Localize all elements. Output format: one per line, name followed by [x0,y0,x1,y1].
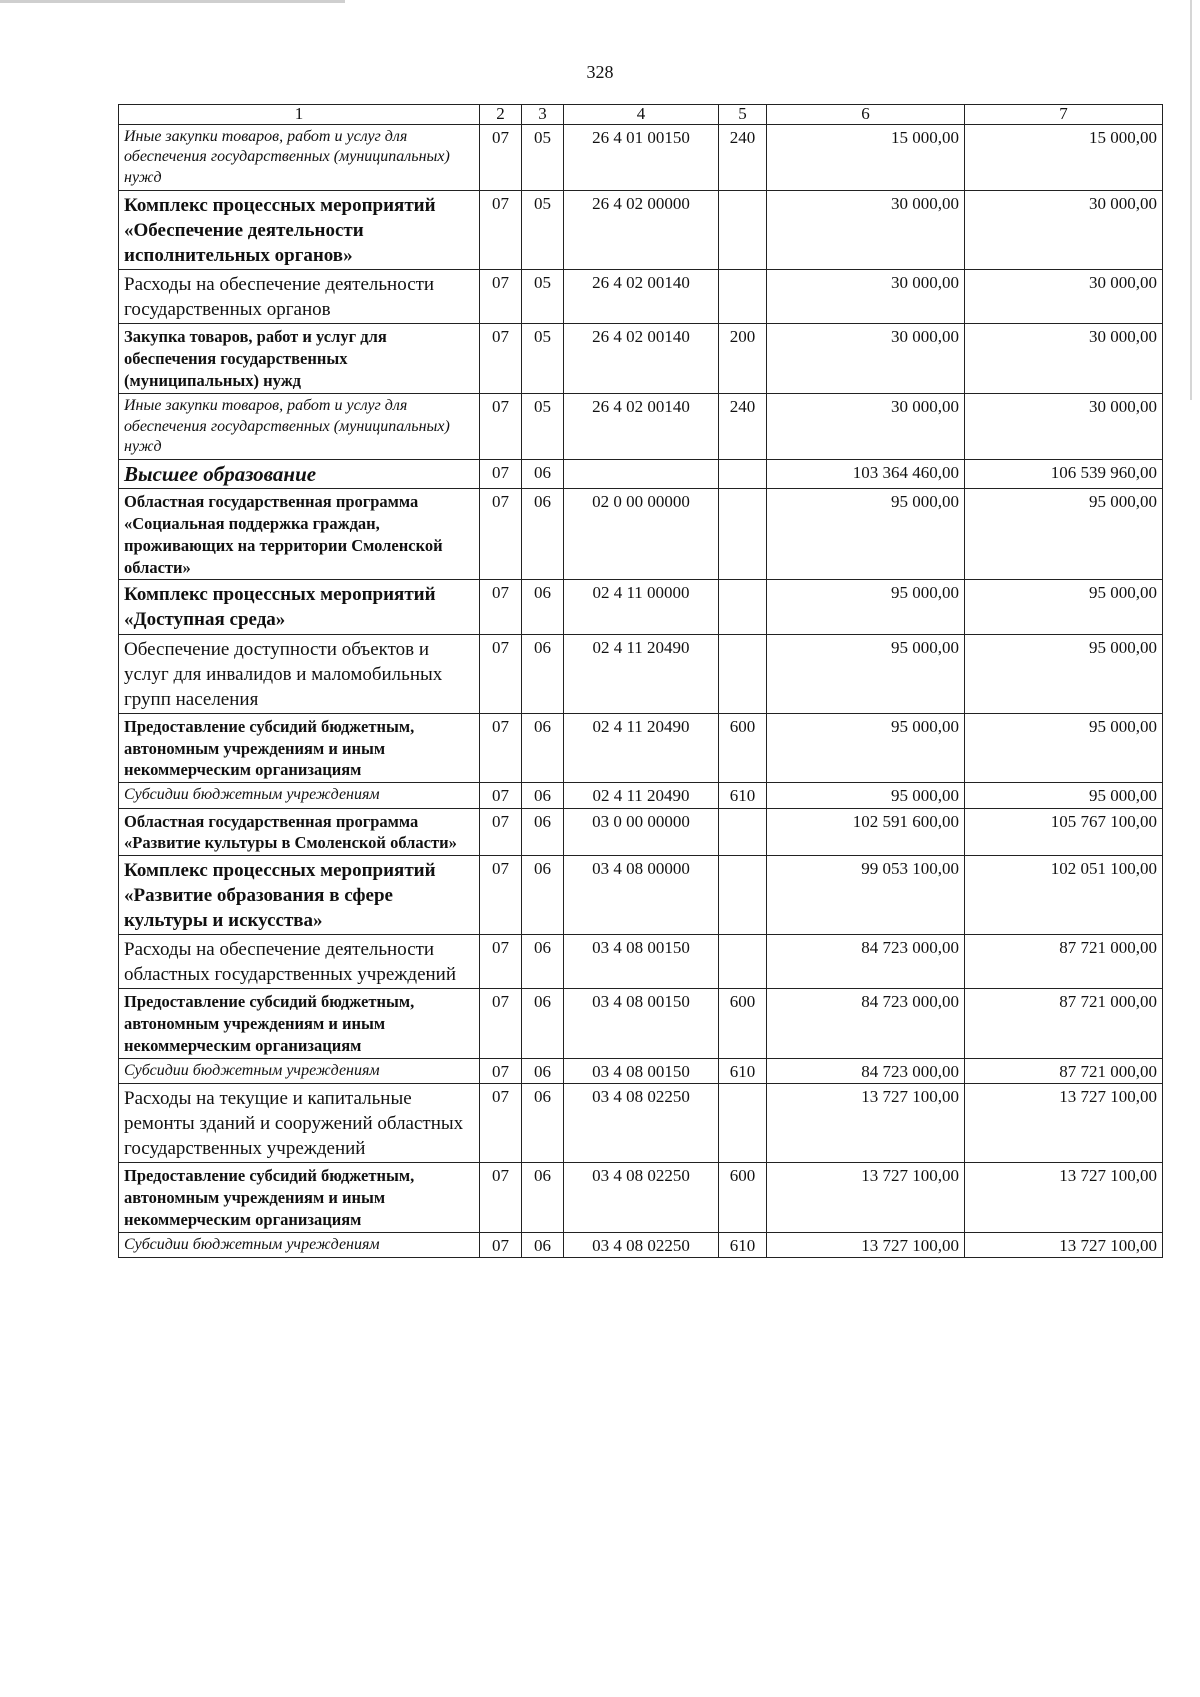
expense-type-code: 610 [719,1232,767,1257]
table-row [119,270,1163,324]
section-code: 07 [480,1163,522,1232]
subsection-code: 06 [522,989,564,1058]
target-article-code: 26 4 02 00140 [564,393,719,459]
amount-year-2: 13 727 100,00 [965,1232,1163,1257]
target-article-code: 03 4 08 02250 [564,1084,719,1163]
amount-year-1: 13 727 100,00 [767,1163,965,1232]
section-code: 07 [480,1232,522,1257]
section-code: 07 [480,713,522,782]
subsection-code: 06 [522,713,564,782]
table-row [119,124,1163,190]
target-article-code: 03 0 00 00000 [564,808,719,856]
target-article-code: 26 4 01 00150 [564,124,719,190]
amount-year-2: 87 721 000,00 [965,935,1163,989]
amount-year-1: 99 053 100,00 [767,856,965,935]
subsection-code: 06 [522,634,564,713]
amount-year-1: 84 723 000,00 [767,989,965,1058]
expense-type-code: 240 [719,124,767,190]
amount-year-2: 15 000,00 [965,124,1163,190]
target-article-code: 03 4 08 00150 [564,935,719,989]
expense-type-code: 200 [719,324,767,393]
amount-year-1: 95 000,00 [767,783,965,808]
target-article-code: 02 4 11 20490 [564,713,719,782]
section-code: 07 [480,1084,522,1163]
scan-edge-right [1190,0,1192,400]
target-article-code: 26 4 02 00140 [564,270,719,324]
amount-year-1: 13 727 100,00 [767,1084,965,1163]
amount-year-1: 15 000,00 [767,124,965,190]
target-article-code: 02 4 11 00000 [564,580,719,634]
scan-edge-top [0,0,345,3]
col-header-1: 1 [119,105,480,125]
table-row [119,783,1163,808]
table-row [119,1058,1163,1083]
section-code: 07 [480,270,522,324]
page-number: 328 [586,62,614,82]
item-name: Областная государственная программа «Развитие культуры в Смоленской области» [119,808,480,856]
subsection-code: 06 [522,1163,564,1232]
table-row [119,580,1163,634]
amount-year-2: 105 767 100,00 [965,808,1163,856]
amount-year-1: 30 000,00 [767,324,965,393]
subsection-code: 05 [522,191,564,270]
item-name: Субсидии бюджетным учреждениям [119,1058,480,1083]
amount-year-1: 84 723 000,00 [767,935,965,989]
table-row [119,808,1163,856]
amount-year-2: 30 000,00 [965,191,1163,270]
expense-type-code: 610 [719,1058,767,1083]
table-body [119,124,1163,1257]
expense-type-code [719,856,767,935]
table-row [119,856,1163,935]
target-article-code: 26 4 02 00000 [564,191,719,270]
amount-year-2: 102 051 100,00 [965,856,1163,935]
table-row [119,460,1163,489]
amount-year-2: 95 000,00 [965,580,1163,634]
table-row [119,989,1163,1058]
subsection-code: 05 [522,270,564,324]
col-header-3: 3 [522,105,564,125]
header-row [119,105,1163,125]
table-row [119,191,1163,270]
section-code: 07 [480,324,522,393]
subsection-code: 06 [522,1058,564,1083]
table-row [119,324,1163,393]
amount-year-1: 103 364 460,00 [767,460,965,489]
item-name: Предоставление субсидий бюджетным, автономным учреждениям и иным некоммерческим организациям [119,1163,480,1232]
amount-year-1: 102 591 600,00 [767,808,965,856]
expense-type-code [719,1084,767,1163]
amount-year-2: 95 000,00 [965,634,1163,713]
section-code: 07 [480,580,522,634]
expense-type-code: 240 [719,393,767,459]
section-code: 07 [480,1058,522,1083]
item-name: Закупка товаров, работ и услуг для обеспечения государственных (муниципальных) нужд [119,324,480,393]
expense-type-code: 600 [719,713,767,782]
amount-year-1: 95 000,00 [767,580,965,634]
target-article-code: 03 4 08 00150 [564,989,719,1058]
expense-type-code [719,580,767,634]
col-header-2: 2 [480,105,522,125]
target-article-code: 02 4 11 20490 [564,634,719,713]
section-code: 07 [480,393,522,459]
subsection-code: 06 [522,489,564,580]
budget-table [118,104,1163,1258]
subsection-code: 06 [522,1232,564,1257]
expense-type-code: 600 [719,989,767,1058]
table-row [119,634,1163,713]
item-name: Субсидии бюджетным учреждениям [119,783,480,808]
amount-year-2: 87 721 000,00 [965,989,1163,1058]
amount-year-1: 30 000,00 [767,191,965,270]
amount-year-1: 30 000,00 [767,270,965,324]
expense-type-code [719,489,767,580]
amount-year-1: 95 000,00 [767,634,965,713]
item-name: Иные закупки товаров, работ и услуг для обеспечения государственных (муниципальных) нужд [119,393,480,459]
item-name: Расходы на обеспечение деятельности областных государственных учреждений [119,935,480,989]
section-code: 07 [480,124,522,190]
section-code: 07 [480,489,522,580]
expense-type-code [719,460,767,489]
target-article-code: 03 4 08 00000 [564,856,719,935]
item-name: Субсидии бюджетным учреждениям [119,1232,480,1257]
expense-type-code [719,808,767,856]
table-row [119,935,1163,989]
expense-type-code: 600 [719,1163,767,1232]
amount-year-2: 30 000,00 [965,393,1163,459]
item-name: Предоставление субсидий бюджетным, автономным учреждениям и иным некоммерческим организациям [119,989,480,1058]
item-name: Расходы на обеспечение деятельности государственных органов [119,270,480,324]
subsection-code: 06 [522,808,564,856]
section-code: 07 [480,989,522,1058]
subsection-code: 06 [522,856,564,935]
amount-year-2: 95 000,00 [965,713,1163,782]
subsection-code: 06 [522,935,564,989]
expense-type-code [719,935,767,989]
section-code: 07 [480,856,522,935]
subsection-code: 06 [522,1084,564,1163]
item-name: Областная государственная программа «Социальная поддержка граждан, проживающих на территории Смоленской области» [119,489,480,580]
amount-year-2: 30 000,00 [965,270,1163,324]
section-code: 07 [480,191,522,270]
subsection-code: 05 [522,324,564,393]
amount-year-1: 95 000,00 [767,713,965,782]
amount-year-1: 95 000,00 [767,489,965,580]
table-row [119,713,1163,782]
table-row [119,1163,1163,1232]
amount-year-2: 87 721 000,00 [965,1058,1163,1083]
amount-year-2: 106 539 960,00 [965,460,1163,489]
target-article-code: 03 4 08 02250 [564,1163,719,1232]
amount-year-2: 13 727 100,00 [965,1163,1163,1232]
item-name: Расходы на текущие и капитальные ремонты зданий и сооружений областных государственных учреждений [119,1084,480,1163]
amount-year-1: 13 727 100,00 [767,1232,965,1257]
amount-year-1: 84 723 000,00 [767,1058,965,1083]
target-article-code: 03 4 08 00150 [564,1058,719,1083]
subsection-code: 06 [522,580,564,634]
table-row [119,489,1163,580]
expense-type-code [719,270,767,324]
item-name: Комплекс процессных мероприятий «Обеспечение деятельности исполнительных органов» [119,191,480,270]
amount-year-1: 30 000,00 [767,393,965,459]
amount-year-2: 13 727 100,00 [965,1084,1163,1163]
section-code: 07 [480,634,522,713]
target-article-code: 02 4 11 20490 [564,783,719,808]
expense-type-code [719,634,767,713]
col-header-7: 7 [965,105,1163,125]
amount-year-2: 30 000,00 [965,324,1163,393]
item-name: Высшее образование [119,460,480,489]
table-row [119,1084,1163,1163]
target-article-code [564,460,719,489]
subsection-code: 05 [522,393,564,459]
col-header-6: 6 [767,105,965,125]
item-name: Иные закупки товаров, работ и услуг для обеспечения государственных (муниципальных) нужд [119,124,480,190]
target-article-code: 03 4 08 02250 [564,1232,719,1257]
expense-type-code: 610 [719,783,767,808]
section-code: 07 [480,808,522,856]
amount-year-2: 95 000,00 [965,489,1163,580]
item-name: Комплекс процессных мероприятий «Развитие образования в сфере культуры и искусства» [119,856,480,935]
item-name: Обеспечение доступности объектов и услуг для инвалидов и маломобильных групп населения [119,634,480,713]
expense-type-code [719,191,767,270]
table-row [119,393,1163,459]
item-name: Комплекс процессных мероприятий «Доступная среда» [119,580,480,634]
item-name: Предоставление субсидий бюджетным, автономным учреждениям и иным некоммерческим организациям [119,713,480,782]
target-article-code: 26 4 02 00140 [564,324,719,393]
section-code: 07 [480,460,522,489]
section-code: 07 [480,935,522,989]
table-row [119,1232,1163,1257]
subsection-code: 05 [522,124,564,190]
section-code: 07 [480,783,522,808]
col-header-4: 4 [564,105,719,125]
subsection-code: 06 [522,783,564,808]
col-header-5: 5 [719,105,767,125]
target-article-code: 02 0 00 00000 [564,489,719,580]
amount-year-2: 95 000,00 [965,783,1163,808]
subsection-code: 06 [522,460,564,489]
